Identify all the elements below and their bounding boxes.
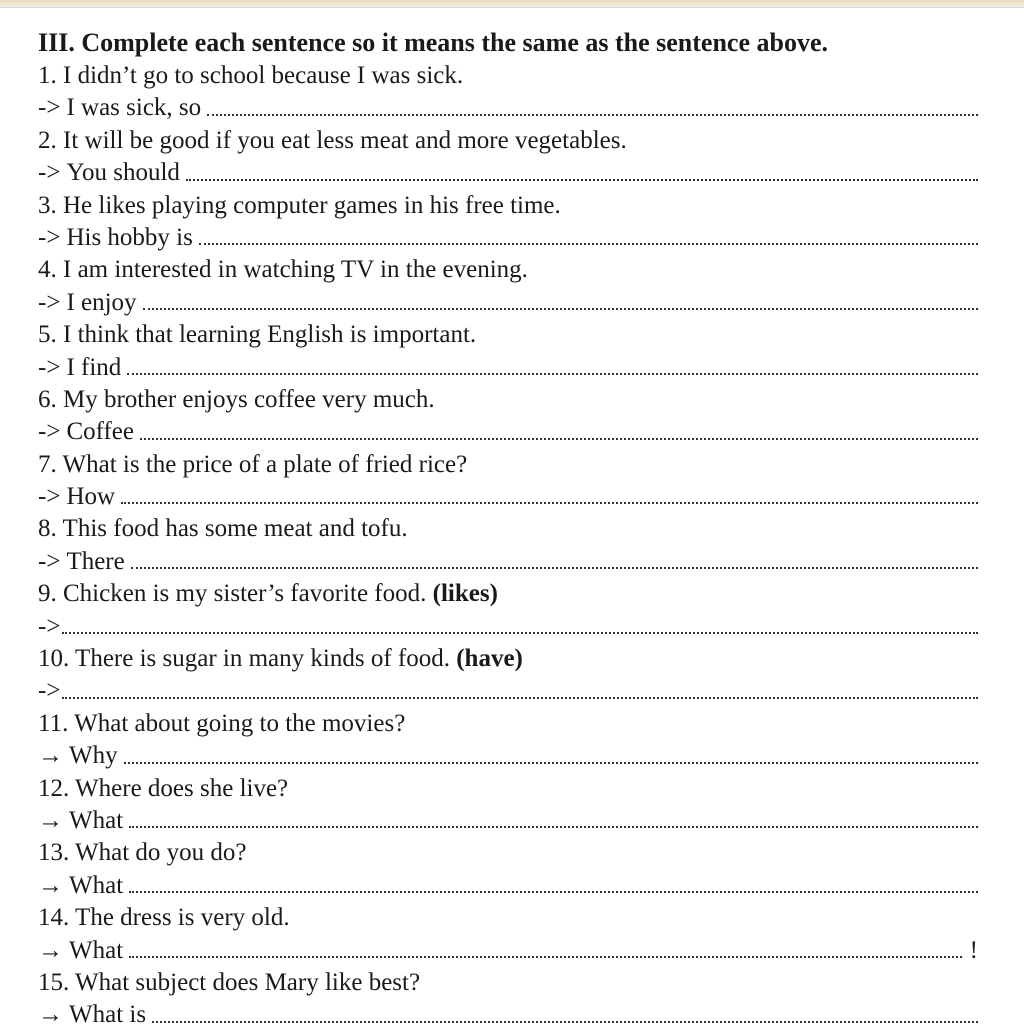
exercise-item: [38, 643, 978, 708]
sentence-text: 9. Chicken is my sister’s favorite food.: [38, 580, 433, 608]
rewrite-arrow: ->: [38, 159, 61, 187]
source-sentence: [38, 254, 978, 286]
answer-line[interactable]: [38, 546, 978, 578]
sentence-text: 6. My brother enjoys coffee very much.: [38, 385, 435, 413]
answer-line[interactable]: [38, 157, 978, 189]
answer-blank[interactable]: [199, 243, 978, 245]
answer-stem: His hobby is: [66, 223, 193, 251]
rewrite-arrow: →: [38, 936, 63, 964]
answer-blank[interactable]: [62, 632, 978, 634]
exercise-item: [38, 773, 978, 838]
exercise-item: [38, 125, 978, 190]
answer-blank[interactable]: [140, 438, 978, 440]
exercise-item: [38, 967, 978, 1032]
top-edge-strip: [0, 0, 1024, 8]
sentence-text: 1. I didn’t go to school because I was sick.: [38, 62, 464, 89]
answer-blank[interactable]: [124, 762, 978, 764]
sentence-text: 13. What do you do?: [38, 839, 247, 867]
sentence-text: 8. This food has some meat and tofu.: [38, 515, 408, 543]
rewrite-arrow: ->: [38, 288, 61, 316]
answer-stem: You should: [66, 159, 180, 187]
answer-line[interactable]: [38, 740, 978, 772]
answer-line[interactable]: [38, 416, 978, 448]
sentence-text: 15. What subject does Mary like best?: [38, 968, 421, 996]
answer-stem: Coffee: [66, 418, 135, 446]
sentence-text: 5. I think that learning English is important.: [38, 321, 477, 349]
source-sentence: [38, 967, 978, 999]
source-sentence: [38, 708, 978, 740]
sentence-text: 3. He likes playing computer games in his free time.: [38, 191, 561, 219]
rewrite-arrow: →: [38, 871, 63, 899]
exercise-item: [38, 254, 978, 319]
answer-blank[interactable]: [143, 308, 978, 310]
exercise-item: [38, 902, 978, 967]
exercise-item: [38, 384, 978, 449]
sentence-text: 11. What about going to the movies?: [38, 709, 406, 737]
answer-blank[interactable]: [129, 826, 978, 828]
answer-blank[interactable]: [131, 567, 978, 569]
answer-blank[interactable]: [152, 1021, 978, 1023]
rewrite-arrow: ->: [38, 547, 61, 575]
answer-stem: I was sick, so: [66, 94, 202, 122]
answer-stem: There: [66, 547, 125, 575]
keyword-hint: (have): [456, 645, 523, 673]
answer-line[interactable]: [38, 481, 978, 513]
sentence-text: 2. It will be good if you eat less meat and more vegetables.: [38, 126, 627, 154]
rewrite-arrow: →: [38, 1001, 63, 1029]
rewrite-arrow: ->: [38, 223, 61, 251]
exercise-item: [38, 708, 978, 773]
answer-line[interactable]: [38, 999, 978, 1031]
sentence-text: 14. The dress is very old.: [38, 904, 290, 932]
answer-tail-punctuation: !: [969, 936, 978, 964]
source-sentence: [38, 773, 978, 805]
source-sentence: [38, 578, 978, 610]
answer-blank[interactable]: [62, 697, 978, 699]
sentence-text: 7. What is the price of a plate of fried rice?: [38, 450, 468, 478]
source-sentence: [38, 902, 978, 934]
keyword-hint: (likes): [432, 580, 498, 608]
rewrite-arrow: ->: [38, 612, 61, 640]
answer-line[interactable]: [38, 287, 978, 319]
answer-stem: What: [69, 936, 124, 964]
answer-blank[interactable]: [186, 179, 978, 181]
answer-line[interactable]: [38, 935, 978, 967]
answer-line[interactable]: [38, 222, 978, 254]
rewrite-arrow: →: [38, 742, 63, 770]
sentence-text: 12. Where does she live?: [38, 774, 289, 802]
source-sentence: [38, 60, 978, 92]
sentence-text: 4. I am interested in watching TV in the evening.: [38, 256, 528, 284]
source-sentence: [38, 190, 978, 222]
source-sentence: [38, 384, 978, 416]
exercise-item: [38, 190, 978, 255]
rewrite-arrow: ->: [38, 94, 61, 122]
exercise-item: [38, 319, 978, 384]
answer-line[interactable]: [38, 92, 978, 124]
exercise-item: [38, 449, 978, 514]
answer-stem: What is: [69, 1001, 147, 1029]
answer-line[interactable]: [38, 352, 978, 384]
answer-stem: I find: [66, 353, 122, 381]
rewrite-arrow: ->: [38, 483, 61, 511]
exercise-heading: III. Complete each sentence so it means the same as the sentence above.: [38, 28, 828, 57]
answer-line[interactable]: [38, 870, 978, 902]
source-sentence: [38, 319, 978, 351]
exercise-item: [38, 60, 978, 125]
sentence-text: 10. There is sugar in many kinds of food.: [38, 645, 457, 673]
answer-stem: I enjoy: [66, 288, 137, 316]
answer-stem: What: [69, 871, 124, 899]
answer-stem: How: [66, 483, 116, 511]
source-sentence: [38, 837, 978, 869]
answer-line[interactable]: [38, 675, 978, 707]
answer-stem: Why: [69, 742, 118, 770]
answer-blank[interactable]: [121, 502, 978, 504]
exercise-item: [38, 837, 978, 902]
answer-line[interactable]: [38, 805, 978, 837]
source-sentence: [38, 513, 978, 545]
rewrite-arrow: ->: [38, 677, 61, 705]
exercise-item: [38, 513, 978, 578]
answer-stem: What: [69, 806, 124, 834]
answer-blank[interactable]: [129, 956, 962, 958]
rewrite-arrow: →: [38, 806, 63, 834]
answer-line[interactable]: [38, 611, 978, 643]
worksheet: [38, 26, 978, 1032]
rewrite-arrow: ->: [38, 418, 61, 446]
exercise-item: [38, 578, 978, 643]
answer-blank[interactable]: [127, 373, 978, 375]
answer-blank[interactable]: [207, 114, 978, 116]
source-sentence: [38, 643, 978, 675]
answer-blank[interactable]: [129, 891, 978, 893]
exercise-list: [38, 60, 978, 1032]
source-sentence: [38, 125, 978, 157]
source-sentence: [38, 449, 978, 481]
rewrite-arrow: ->: [38, 353, 61, 381]
